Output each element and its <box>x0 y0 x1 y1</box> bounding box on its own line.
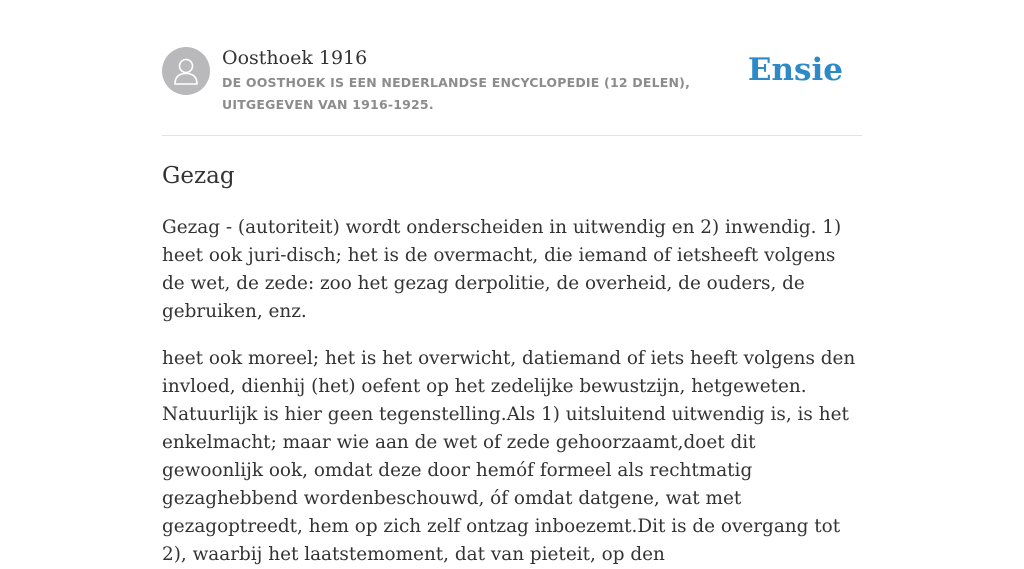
article-title: Gezag <box>162 163 235 189</box>
author-name[interactable]: Oosthoek 1916 <box>222 47 368 69</box>
brand-logo[interactable]: Ensie <box>747 52 843 88</box>
article-paragraph-2: heet ook moreel; het is het overwicht, datiemand of iets heeft volgens den invloed, dienhij (het) oefent op het zedelijke bewustzijn, hetgeweten. Natuurlijk is hier geen tegenstelling.Als 1) uitsluitend uitwendig is, is het enkelmacht; maar wie aan de wet of zede gehoorzaamt,doet dit gewoonlijk ook, omdat deze door hemóf formeel als rechtmatig gezaghebbend wordenbeschouwd, óf omdat datgene, wat met gezagoptreedt, hem op zich zelf ontzag inboezemt.Dit is de overgang tot 2), waarbij het laatstemoment, dat van pieteit, op den <box>162 348 856 565</box>
author-avatar[interactable] <box>162 47 210 95</box>
author-description: DE OOSTHOEK IS EEN NEDERLANDSE ENCYCLOPEDIE (12 DELEN), UITGEGEVEN VAN 1916-1925. <box>222 75 691 112</box>
user-icon <box>172 56 200 86</box>
header <box>162 0 862 136</box>
page-container <box>162 0 862 569</box>
article-paragraph-1: Gezag - (autoriteit) wordt onderscheiden in uitwendig en 2) inwendig. 1) heet ook juri-disch; het is de overmacht, die iemand of ietsheeft volgens de wet, de zede: zoo het gezag derpolitie, de overheid, de ouders, de gebruiken, enz. <box>162 217 842 322</box>
author-info <box>222 45 762 116</box>
